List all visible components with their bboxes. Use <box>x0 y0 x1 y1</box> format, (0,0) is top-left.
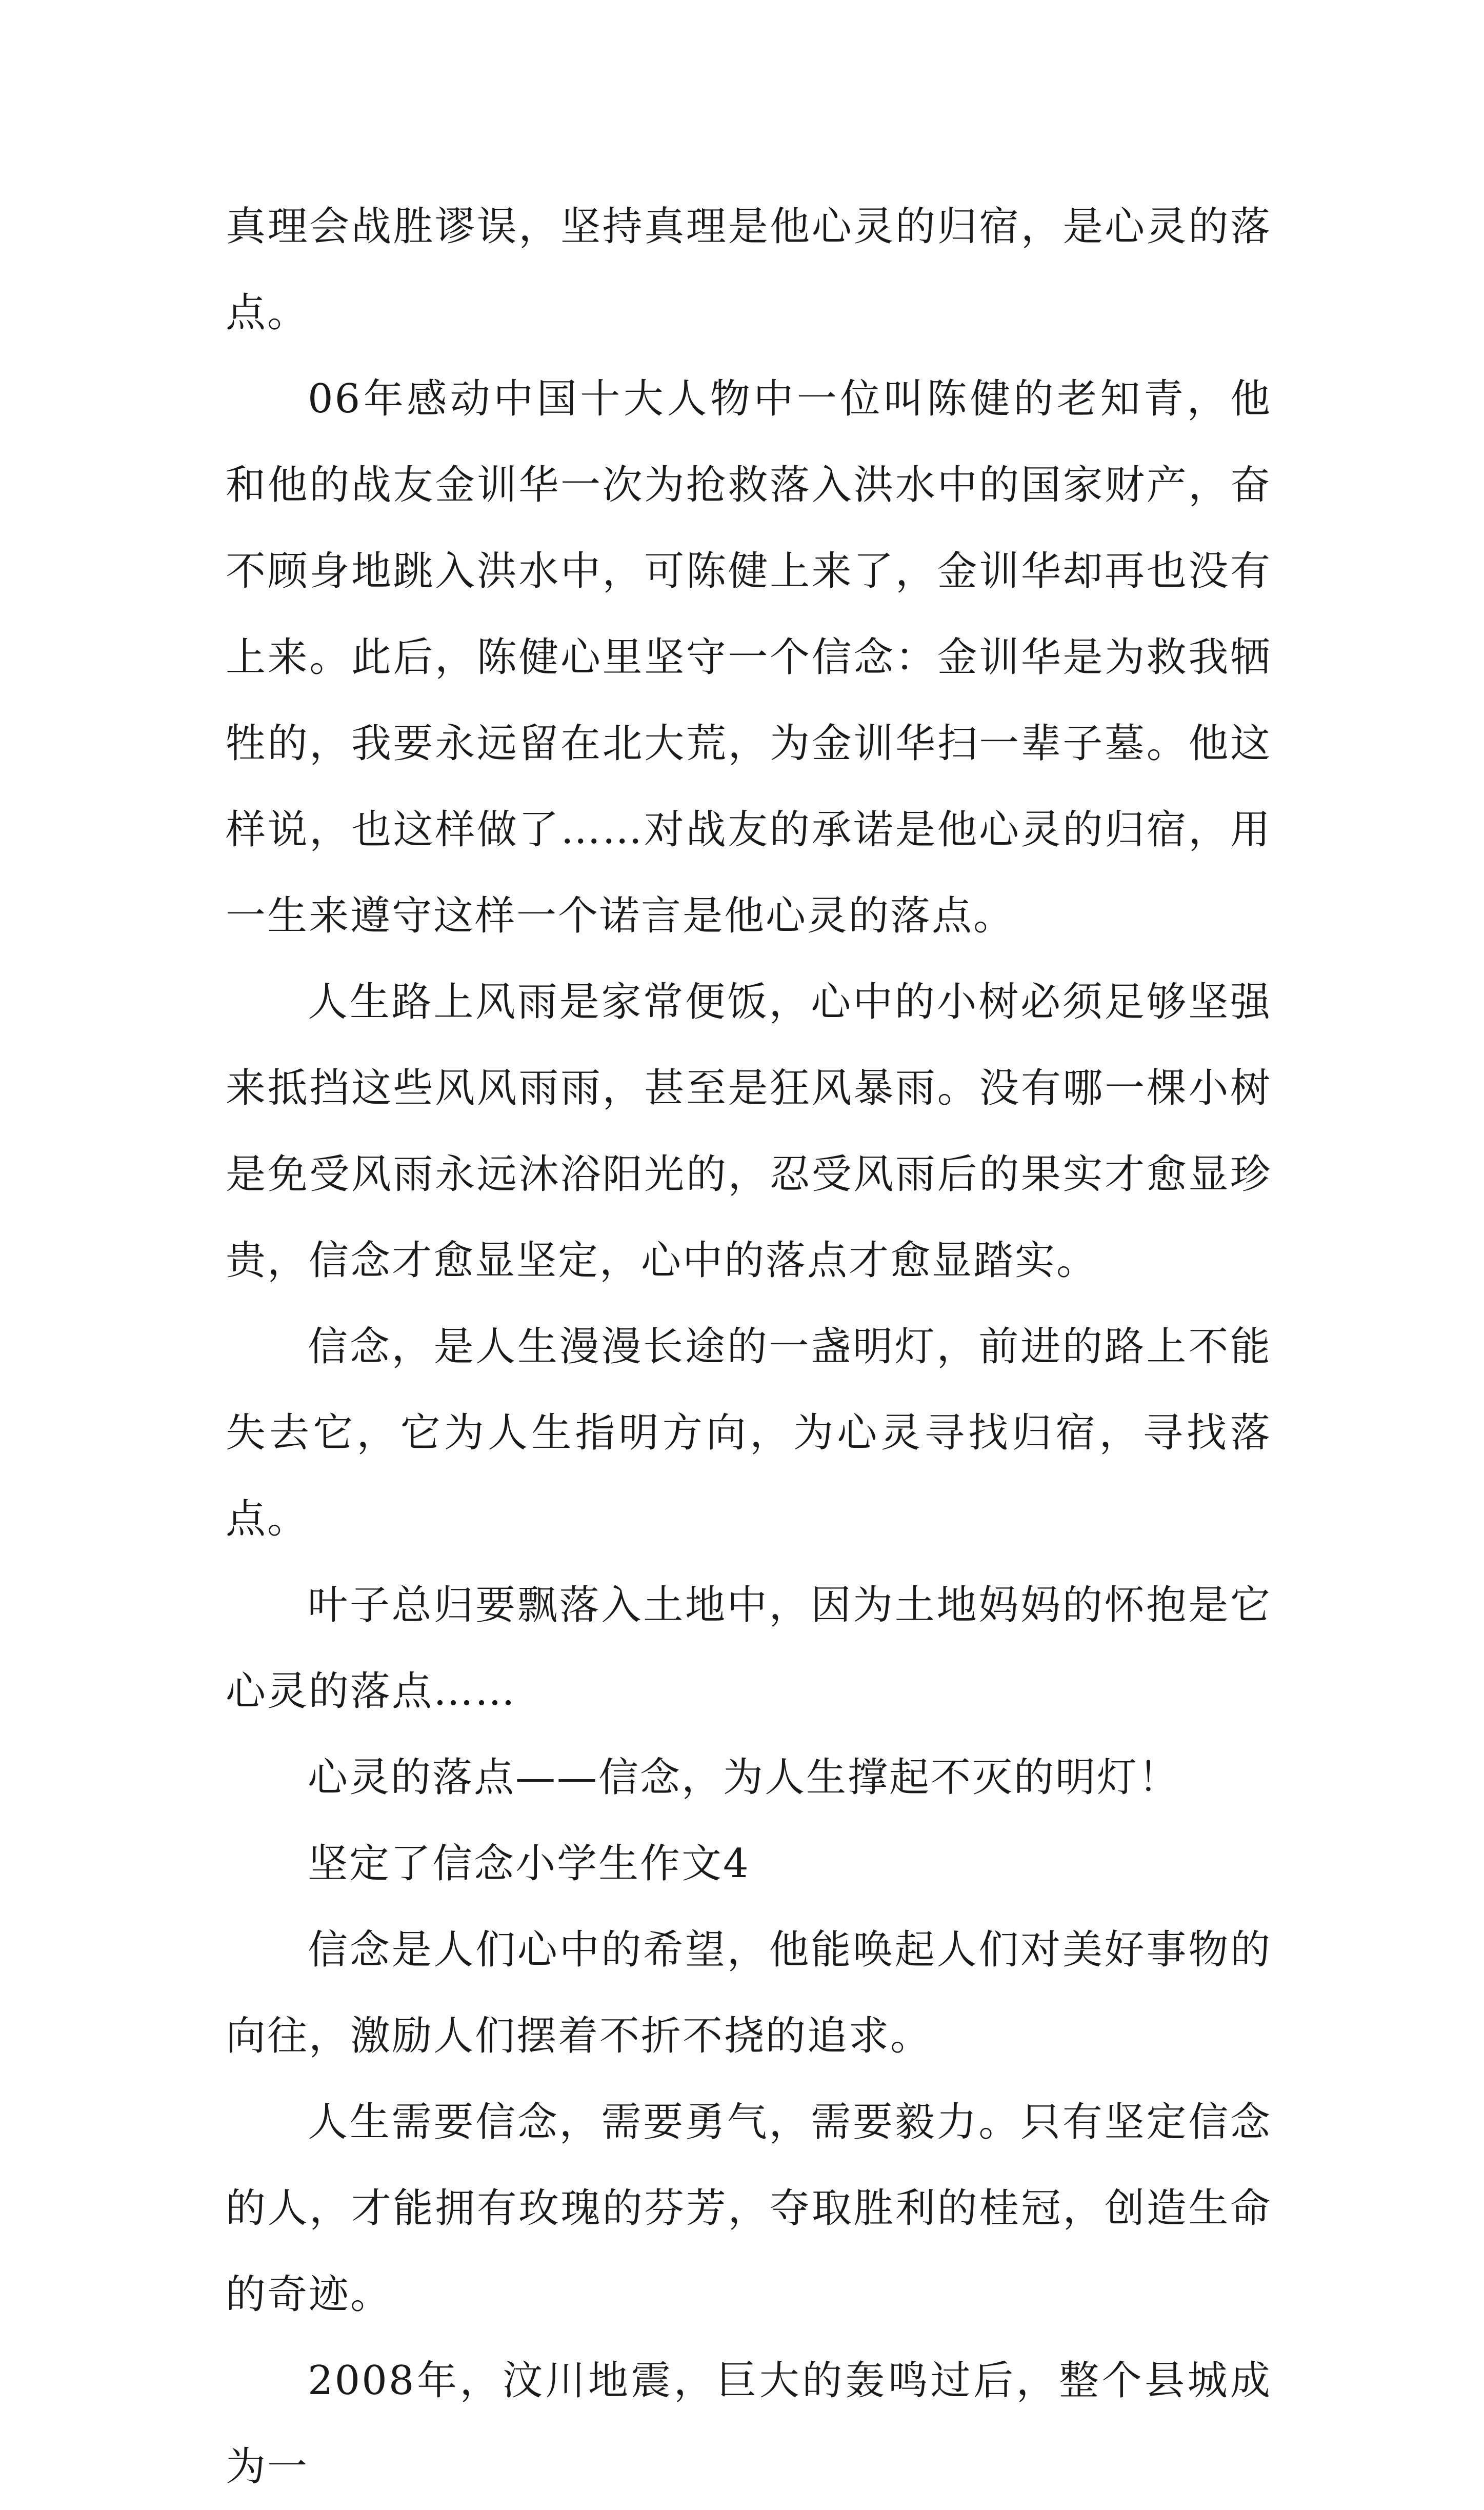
paragraph-6: 心灵的落点——信念，为人生撑起不灭的明灯！ <box>308 1755 1180 1801</box>
section-heading: 坚定了信念小学生作文4 <box>308 1841 750 1887</box>
document-body <box>226 184 1272 2510</box>
paragraph-2: 06年感动中国十大人物中一位叫陈健的老知青，他和他的战友金训华一次为抢救落入洪水中的国家财产，奋不顾身地跳入洪水中，可陈健上来了，金训华却再也没有上来。此后，陈健心里坚守一个信念：金训华是为救我牺牲的，我要永远留在北大荒，为金训华扫一辈子墓。他这样说，也这样做了……对战友的承诺是他心灵的归宿，用一生来遵守这样一个诺言是他心灵的落点。 <box>226 376 1272 939</box>
paragraph-9: 2008年，汶川地震，巨大的轰鸣过后，整个县城成为一 <box>226 2358 1272 2490</box>
paragraph-1: 真理会战胜谬误，坚持真理是他心灵的归宿，是心灵的落点。 <box>226 204 1272 336</box>
paragraph-4: 信念，是人生漫漫长途的一盏明灯，前进的路上不能失去它，它为人生指明方向，为心灵寻找归宿，寻找落点。 <box>226 1324 1272 1542</box>
paragraph-7: 信念是人们心中的希望，他能唤起人们对美好事物的向往，激励人们摆着不折不挠的追求。 <box>226 1927 1272 2059</box>
paragraph-5: 叶子总归要飘落入土地中，因为土地妈妈的怀抱是它心灵的落点…… <box>226 1582 1272 1715</box>
paragraph-8: 人生需要信念，需要勇气，需要毅力。只有坚定信念的人，才能拥有玫瑰的芬芳，夺取胜利的桂冠，创造生命的奇迹。 <box>226 2099 1272 2318</box>
paragraph-3: 人生路上风雨是家常便饭，心中的小树必须足够坚强来抵挡这些风风雨雨，甚至是狂风暴雨。没有哪一棵小树是免受风雨永远沐浴阳光的，忍受风雨后的果实才愈显珍贵，信念才愈显坚定，心中的落点才愈显踏实。 <box>226 979 1272 1284</box>
